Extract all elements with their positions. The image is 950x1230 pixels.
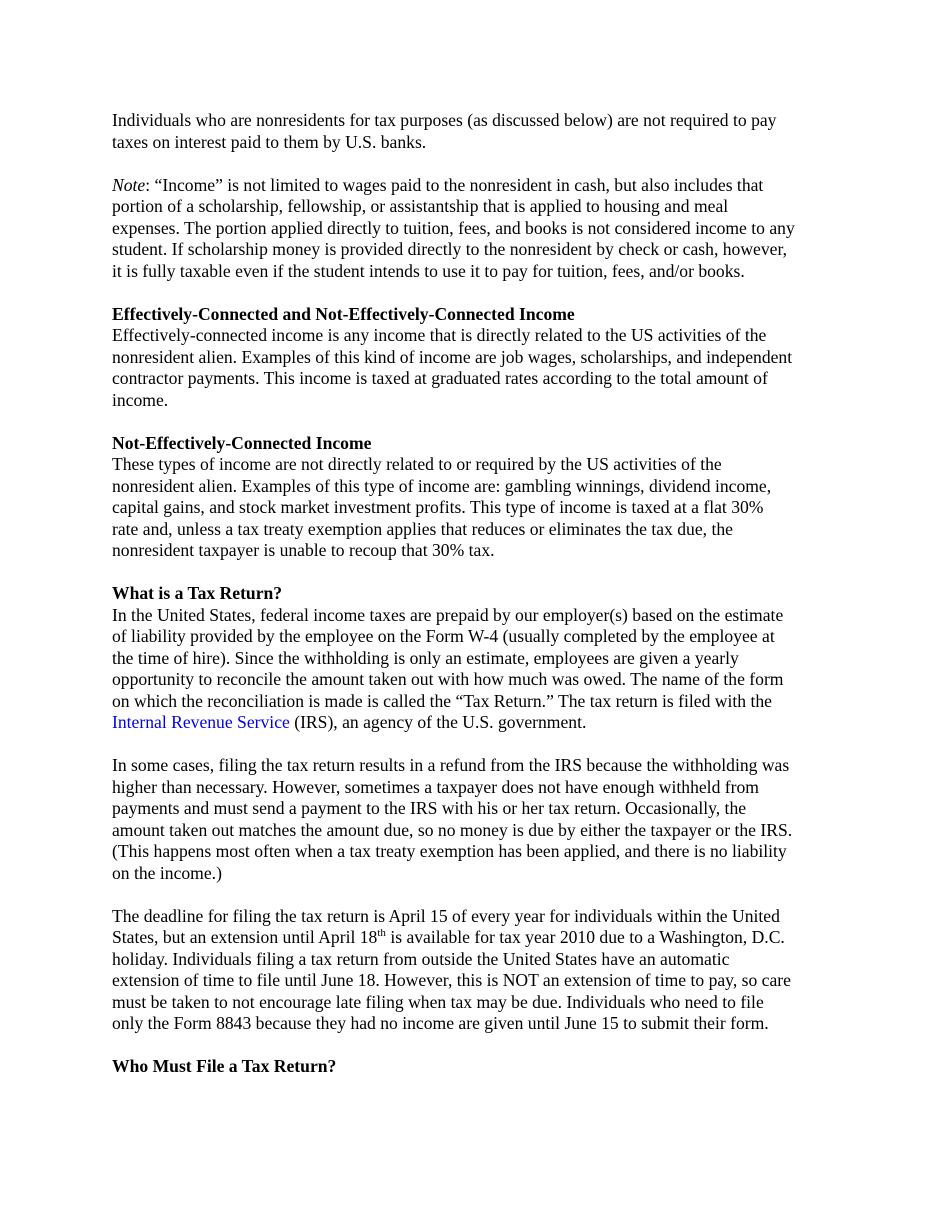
not-effectively-connected-section [112, 433, 852, 562]
who-must-file-section [112, 1056, 852, 1078]
tax-return-section [112, 583, 852, 734]
effectively-connected-section [112, 304, 852, 412]
text-line: Effectively-connected income is any income that is directly related to the US activities of the [112, 325, 767, 345]
text-line: amount taken out matches the amount due, so no money is due by either the taxpayer or the IRS. [112, 819, 793, 840]
deadline-line-start: States, but an extension until April 18 [112, 927, 378, 947]
section-heading: Who Must File a Tax Return? [112, 1056, 337, 1076]
text-line: expenses. The portion applied directly to tuition, fees, and books is not considered income to any [112, 217, 795, 238]
text-line: it is fully taxable even if the student intends to use it to pay for tuition, fees, and/or books. [112, 260, 745, 281]
intro-paragraph [112, 110, 852, 153]
text-line: only the Form 8843 because they had no income are given until June 15 to submit their form. [112, 1013, 769, 1033]
text-line: rate and, unless a tax treaty exemption applies that reduces or eliminates the tax due, the [112, 518, 733, 539]
text-line: These types of income are not directly related to or required by the US activities of the [112, 454, 722, 474]
text-line: income. [112, 389, 169, 410]
section-heading: Effectively-Connected and Not-Effectively-Connected Income [112, 303, 575, 324]
text-line: the time of hire). Since the withholding is only an estimate, employees are given a yearly [112, 647, 739, 668]
ordinal-superscript: th [377, 927, 386, 939]
text-line: opportunity to reconcile the amount taken out with how much was owed. The name of the form [112, 669, 784, 689]
section-heading: Not-Effectively-Connected Income [112, 432, 372, 453]
text-line: student. If scholarship money is provided directly to the nonresident by check or cash, however, [112, 239, 788, 259]
document-page [112, 110, 852, 1099]
note-label: Note [112, 174, 146, 195]
text-line: of liability provided by the employee on the Form W-4 (usually completed by the employee at [112, 626, 775, 646]
text-line: nonresident taxpayer is unable to recoup that 30% tax. [112, 540, 495, 560]
text-line: on the income.) [112, 862, 222, 883]
text-line: capital gains, and stock market investment profits. This type of income is taxed at a flat 30% [112, 497, 764, 517]
text-line: payments and must send a payment to the IRS with his or her tax return. Occasionally, the [112, 798, 747, 818]
note-paragraph [112, 175, 852, 283]
text-line: taxes on interest paid to them by U.S. banks. [112, 131, 427, 152]
text-line [112, 712, 852, 734]
irs-link[interactable]: Internal Revenue Service [112, 712, 290, 732]
text-line: higher than necessary. However, sometimes a taxpayer does not have enough withheld from [112, 776, 759, 797]
deadline-line-end: is available for tax year 2010 due to a Washington, D.C. [385, 927, 785, 947]
text-line: extension of time to file until June 18. However, this is NOT an extension of time to pay, so care [112, 970, 791, 990]
text-line: The deadline for filing the tax return is April 15 of every year for individuals within the United [112, 905, 780, 926]
text-line: In the United States, federal income taxes are prepaid by our employer(s) based on the estimate [112, 604, 784, 625]
text-line: on which the reconciliation is made is called the “Tax Return.” The tax return is filed with the [112, 690, 772, 711]
text-line [112, 927, 852, 949]
text-line: nonresident alien. Examples of this type of income are: gambling winnings, dividend income, [112, 475, 772, 496]
link-line-rest: (IRS), an agency of the U.S. government. [289, 712, 587, 732]
text-line: must be taken to not encourage late filing when tax may be due. Individuals who need to file [112, 991, 764, 1012]
section-heading: What is a Tax Return? [112, 583, 283, 603]
text-line: holiday. Individuals filing a tax return from outside the United States have an automatic [112, 948, 730, 969]
text-line [112, 175, 852, 197]
text-line: (This happens most often when a tax treaty exemption has been applied, and there is no liability [112, 841, 787, 861]
text-line: Individuals who are nonresidents for tax purposes (as discussed below) are not required to pay [112, 110, 777, 130]
note-line-rest: : “Income” is not limited to wages paid to the nonresident in cash, but also includes that [145, 174, 764, 195]
text-line: nonresident alien. Examples of this kind of income are job wages, scholarships, and independent [112, 346, 793, 367]
text-line: portion of a scholarship, fellowship, or assistantship that is applied to housing and meal [112, 196, 729, 216]
refund-paragraph [112, 755, 852, 884]
deadline-paragraph [112, 906, 852, 1035]
text-line: contractor payments. This income is taxed at graduated rates according to the total amount of [112, 368, 768, 388]
text-line: In some cases, filing the tax return results in a refund from the IRS because the withholding was [112, 755, 790, 775]
